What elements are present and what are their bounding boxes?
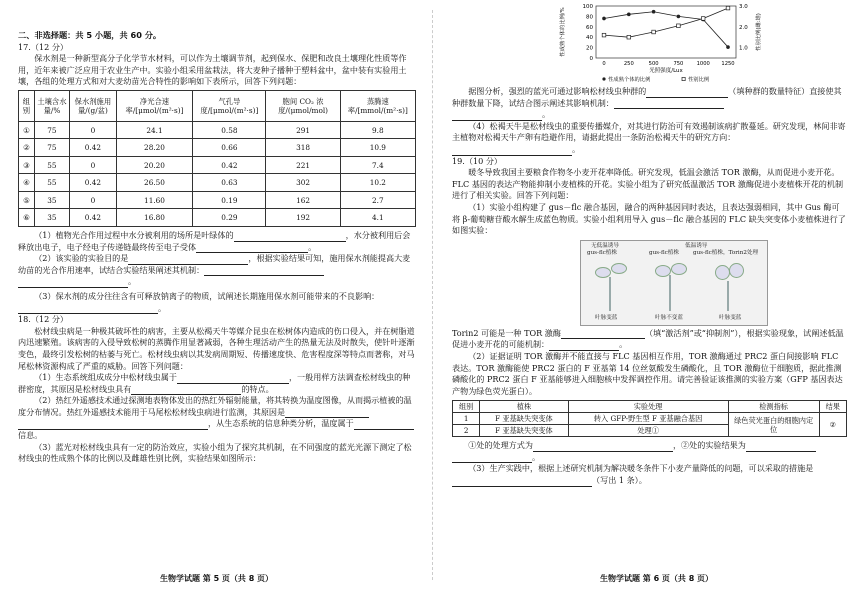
page-footer-right: 生物学试题 第 6 页（共 8 页）	[600, 574, 714, 583]
table-cell: 16.80	[116, 209, 193, 227]
leaf	[595, 267, 611, 278]
series-point	[726, 45, 730, 49]
table-header-cell: 组别	[453, 401, 480, 413]
table-cell: ②	[19, 139, 35, 157]
table-cell: 10.9	[340, 139, 415, 157]
table-cell: 绿色荧光蛋白的细胞内定位	[728, 413, 819, 437]
q19-design-table	[452, 400, 847, 437]
y-left-tick: 60	[586, 24, 593, 31]
table-header-cell: 土壤含水量/%	[34, 90, 69, 121]
table-cell: 192	[266, 209, 340, 227]
table-cell: ⑤	[19, 191, 35, 209]
x-tick: 750	[673, 61, 684, 67]
table-header-cell: 实验处理	[568, 401, 728, 413]
series-point	[677, 15, 681, 19]
table-cell: 24.1	[116, 121, 193, 139]
table-row	[19, 209, 416, 227]
photo-label: 无低温诱导	[591, 242, 619, 249]
answer-blank[interactable]	[18, 420, 208, 430]
photo-caption: 叶脉变蓝	[719, 314, 742, 321]
answer-blank[interactable]	[452, 453, 532, 463]
table-cell: 7.4	[340, 156, 415, 174]
legend-marker	[682, 77, 685, 80]
table-cell: 28.20	[116, 139, 193, 157]
q18-sub3: （3）蓝光对松材线虫具有一定的防治效应，实验小组为了探究其机制，在不同强度的蓝光光源下测定了松材线虫的性成熟个体的比例以及雌雄性别比例，实验结果如图所示：	[18, 441, 412, 464]
section-title: 二、非选择题：共 5 小题，共 60 分。	[18, 30, 162, 40]
answer-blank[interactable]	[18, 278, 128, 288]
answer-blank[interactable]	[285, 408, 369, 418]
series-point	[652, 10, 656, 14]
table-cell: ⑥	[19, 209, 35, 227]
table-cell: 0.66	[193, 139, 266, 157]
series-point	[726, 6, 730, 10]
table-cell: ②	[819, 413, 846, 437]
x-tick: 0	[602, 61, 606, 67]
table-cell: 302	[266, 174, 340, 192]
legend-item: 性成熟个体的比例	[608, 77, 651, 83]
answer-blank[interactable]	[204, 266, 324, 276]
photo-label: 低温诱导	[685, 242, 708, 249]
right-column	[452, 0, 847, 487]
table-header-cell: 检测指标	[728, 401, 819, 413]
table-header-cell: 保水剂施用量/(g/盆)	[70, 90, 117, 121]
table-cell: 10.2	[340, 174, 415, 192]
table-row	[19, 174, 416, 192]
chart-svg	[556, 0, 766, 86]
table-cell: 221	[266, 156, 340, 174]
q18-head: 18.（12 分）	[18, 314, 69, 325]
photo-label: gus-flc植株，Torin2处理	[693, 249, 759, 256]
table-header-cell: 气孔导度/[μmol/(m²·s)]	[193, 90, 266, 121]
table-cell: 0.42	[70, 174, 117, 192]
answer-blank[interactable]	[533, 442, 673, 452]
q18-intro: 松材线虫病是一种极其破坏性的病害，主要从松褐天牛等媒介昆虫在松树体内造成的伤口侵入，并在树脂道内迅速繁殖。该病害的入侵导致松树的蒸腾作用显著减弱，各种生理活动产生的热量无法及时散失，使针叶逐渐变色，最终引发松树的枯萎与死亡。松材线虫病以其发病周期短、传播速度快、危害程度深等特点而著称，对马尾松林资源构成了严重的威胁。回答下列问题：	[18, 325, 415, 371]
answer-blank[interactable]	[196, 243, 308, 253]
q19-sub2-answer: ①处的处理方式为 ，②处的实验结果为 。	[452, 440, 847, 463]
q19-torin: Torin2 可能是一种 TOR 激酶 （填“激活剂”或“抑制剂”），根据实验现象，试阐述低温促进小麦开花的可能机制： 。	[452, 327, 844, 350]
table-cell: 0.42	[70, 209, 117, 227]
table-cell: 2	[453, 425, 480, 437]
table-cell: 0	[70, 156, 117, 174]
q19-intro: 暖冬导致我国主要粮食作物冬小麦开花率降低。研究发现，低温会激活 TOR 激酶，从而促进小麦开花。FLC 基因的表达产物能抑制小麦植株的开花。实验小组为了研究低温激活 TOR 激酶促进小麦植株开花的机制进行了相关实验。回答下列问题：	[452, 167, 844, 201]
table-cell: 0.42	[193, 156, 266, 174]
table-cell: 55	[34, 156, 69, 174]
y-right-tick: 1.0	[739, 45, 748, 52]
table-cell: 0.58	[193, 121, 266, 139]
blue-light-chart	[556, 0, 766, 86]
table-cell: 0.63	[193, 174, 266, 192]
y-left-tick: 20	[586, 45, 593, 52]
table-cell: ③	[19, 156, 35, 174]
series-point	[652, 30, 656, 34]
y-left-tick: 40	[586, 35, 593, 42]
series-point	[602, 33, 606, 37]
table-cell: 55	[34, 174, 69, 192]
table-cell: ①	[19, 121, 35, 139]
photo-label: gus-flc植株	[649, 249, 679, 256]
left-column	[18, 0, 416, 465]
q19-sub1: （1）实验小组构建了 gus－flc 融合基因，融合的两种基因同时表达，且表达强弱相同，其中 Gus 酶可将 β-葡萄糖苷酸水解生成蓝色物质。实验小组利用导入 gus－flc 融合基因的 FLC 缺失突变体小麦植株进行了如图实验：	[452, 201, 846, 236]
legend-item: 性别比例	[688, 77, 710, 83]
y-left-tick: 80	[586, 14, 593, 21]
answer-blank[interactable]	[354, 420, 414, 430]
table-cell: ④	[19, 174, 35, 192]
answer-blank[interactable]	[452, 146, 572, 156]
x-tick: 500	[648, 61, 659, 67]
q17-sub3: （3）保水剂的成分往往含有可释放钠离子的物质，试阐述长期施用保水剂可能带来的不良影响：。	[18, 291, 416, 314]
q17-sub1: （1）植物光合作用过程中水分被利用的场所是叶绿体的 ，水分被利用后会释放出电子，电子经电子传递链最终传至电子受体 。	[18, 229, 411, 252]
series-point	[701, 17, 705, 21]
answer-blank[interactable]	[234, 232, 346, 242]
table-cell: 291	[266, 121, 340, 139]
answer-blank[interactable]	[614, 99, 724, 109]
table-cell: 1	[453, 413, 480, 425]
table-cell: 0.19	[193, 191, 266, 209]
table-cell: F 亚基缺失突变体	[480, 413, 568, 425]
y-right-tick: 2.0	[739, 24, 748, 31]
photo-label: gus-flc植株	[587, 249, 617, 256]
x-tick: 1000	[696, 61, 710, 67]
q17-intro: 保水剂是一种新型高分子化学节水材料，可以作为土壤调节剂，起到保水、保肥和改良土壤理化性质等作用，近年来被广泛应用于农业生产中。实验小组采用盆栽法，将大麦种子播种于塑料盆中，盆中装有实验用土壤，各组的处理方式和对大麦幼苗光合特性的影响如下表所示，回答下列问题：	[18, 53, 407, 87]
plant-stem	[609, 277, 611, 311]
answer-blank[interactable]	[452, 111, 542, 121]
x-tick: 1250	[721, 61, 735, 67]
column-divider	[432, 10, 433, 580]
legend-marker	[602, 77, 605, 80]
leaf	[611, 263, 627, 274]
answer-blank[interactable]	[549, 341, 619, 351]
leaf	[655, 265, 671, 277]
table-cell: 75	[34, 139, 69, 157]
series-point	[627, 13, 631, 17]
series-line-0	[604, 12, 728, 47]
table-cell: 35	[34, 209, 69, 227]
table-row	[19, 139, 416, 157]
q17-data-table	[18, 90, 416, 227]
answer-blank[interactable]	[177, 374, 289, 384]
q17-head: 17.（12 分）	[18, 41, 69, 52]
leaf	[729, 263, 744, 278]
x-axis-label: 光照强度/Lux	[649, 68, 683, 74]
series-point	[627, 35, 631, 39]
table-cell: 0	[70, 121, 117, 139]
series-point	[677, 24, 681, 28]
table-cell: F 亚基缺失突变体	[480, 425, 568, 437]
y-left-label: 性成熟个体的比例/%	[560, 7, 566, 57]
photo-caption: 叶脉变蓝	[595, 314, 618, 321]
table-cell: 处理①	[568, 425, 728, 437]
y-left-tick: 0	[589, 56, 593, 62]
table-header-cell: 植株	[480, 401, 568, 413]
q18-sub1: （1）生态系统组成成分中松材线虫属于 ，一般用样方法调查松材线虫的种群密度，其原因是松材线虫具有 的特点。	[18, 372, 411, 394]
table-cell: 35	[34, 191, 69, 209]
y-left-tick: 100	[582, 4, 593, 10]
table-header-cell: 组别	[19, 90, 35, 121]
y-right-label: 性别比例(雌:雄)	[756, 13, 762, 51]
answer-blank[interactable]	[646, 88, 728, 98]
table-cell: 20.20	[116, 156, 193, 174]
table-header-cell: 净光合速率/[μmol/(m²·s)]	[116, 90, 193, 121]
answer-blank[interactable]	[18, 304, 158, 314]
table-cell: 0.42	[70, 139, 117, 157]
table-cell: 4.1	[340, 209, 415, 227]
photo-caption: 叶脉不变蓝	[655, 314, 683, 321]
table-cell: 75	[34, 121, 69, 139]
answer-blank[interactable]	[128, 255, 248, 265]
table-header-cell: 结果	[819, 401, 846, 413]
table-cell: 162	[266, 191, 340, 209]
table-cell: 2.7	[340, 191, 415, 209]
table-row	[19, 156, 416, 174]
q18-sub2: （2）热红外遥感技术通过探测地表物体发出的热红外辐射能量，将其转换为温度图像，从而揭示植被的温度分布情况。热红外遥感技术能用于马尾松松材线虫病进行监测，其原因是，从生态系统的信息种类分析，温度属于信息。	[18, 395, 416, 441]
q18-sub4: （4）松褐天牛是松材线虫的重要传播媒介，对其进行防治可有效遏制该病扩散蔓延。研究发现，林间非寄主植物对松褐天牛产卵有趋避作用，请据此提出一条防治松褐天牛的研究方向：。	[452, 120, 846, 154]
table-cell: 0	[70, 191, 117, 209]
q19-sub2: （2）证据证明 TOR 激酶并不能直接与 FLC 基因相互作用，TOR 激酶通过 PRC2 蛋白间接影响 FLC 表达。TOR 激酶能使 PRC2 蛋白的 F 亚基第 14 位丝氨酸发生磷酸化，且 TOR 激酶位于细胞质，据此推测磷酸化的 PRC2 蛋白 F 亚基能够进入细胞核中发挥调控作用。请完善验证该推测的实验方案（GFP 基因表达产物为绿色荧光蛋白）。	[452, 350, 843, 396]
table-cell: 0.29	[193, 209, 266, 227]
table-cell: 26.50	[116, 174, 193, 192]
plant-stem	[727, 281, 729, 311]
table-cell: 318	[266, 139, 340, 157]
q18-sub3-cont: 据图分析，强烈的蓝光可通过影响松材线虫种群的 （填种群的数量特征）直接使其种群数量下降，试结合图示阐述其影响机制： 。	[452, 86, 842, 120]
table-cell: 转入 GFP-野生型 F 亚基融合基因	[568, 413, 728, 425]
answer-blank[interactable]	[452, 477, 592, 487]
table-header-cell: 蒸腾速率/[mmol/(m²·s)]	[340, 90, 415, 121]
answer-blank[interactable]	[561, 329, 645, 339]
table-cell: 11.60	[116, 191, 193, 209]
leaf	[715, 265, 730, 280]
series-line-1	[604, 8, 728, 37]
table-header-cell: 胞间 CO₂ 浓度/(μmol/mol)	[266, 90, 340, 121]
table-row	[19, 121, 416, 139]
answer-blank[interactable]	[746, 442, 816, 452]
table-row	[19, 191, 416, 209]
q19-head: 19.（10 分）	[452, 155, 503, 166]
series-point	[602, 17, 606, 21]
x-tick: 250	[623, 61, 634, 67]
plant-stem	[669, 275, 671, 311]
answer-blank[interactable]	[131, 385, 241, 395]
leaf	[671, 263, 687, 275]
q19-sub3: （3）生产实践中，根据上述研究机制为解决暖冬条件下小麦产量降低的问题，可以采取的措施是（写出 1 条）。	[452, 463, 847, 486]
y-right-tick: 3.0	[739, 4, 748, 10]
page-footer-left: 生物学试题 第 5 页（共 8 页）	[160, 574, 274, 583]
table-cell: 9.8	[340, 121, 415, 139]
q17-sub2: （2）该实验的实验目的是 ，根据实验结果可知，施用保水剂能提高大麦幼苗的光合作用速率，试结合实验结果阐述其机制： 。	[18, 253, 411, 287]
plant-photo-figure	[580, 240, 768, 326]
